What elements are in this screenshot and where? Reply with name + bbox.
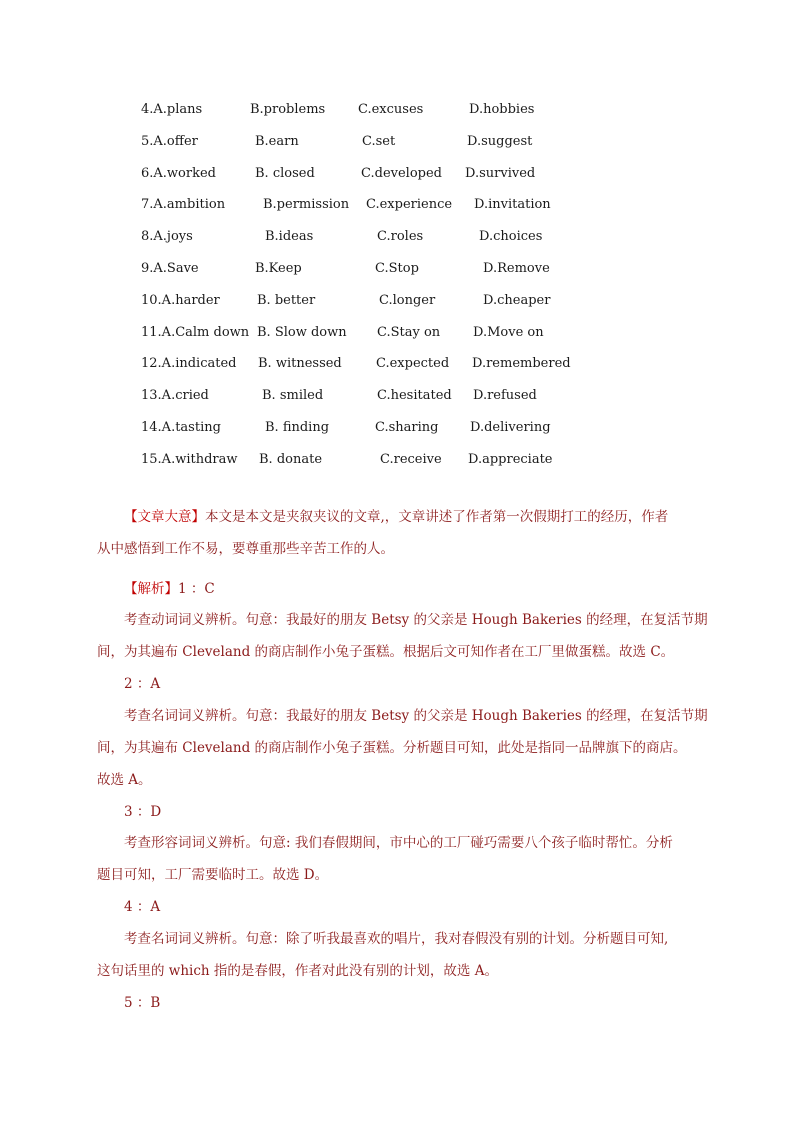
option-c: C.hesitated xyxy=(377,388,452,404)
option-c: C.longer xyxy=(379,292,436,308)
answer-4-text-1: 考查名词词义辨析。句意：除了听我最喜欢的唱片，我对春假没有别的计划。分析题目可知, xyxy=(124,931,669,947)
option-b: B. Slow down xyxy=(257,324,347,340)
option-c: C.expected xyxy=(376,356,450,372)
option-c: C.Stay on xyxy=(377,324,441,340)
answer-2-text-1: 考查名词词义辨析。句意：我最好的朋友 Betsy 的父亲是 Hough Bakeries 的经理，在复活节期 xyxy=(124,708,708,724)
answer-2-text-2: 间，为其遍布 Cleveland 的商店制作小兔子蛋糕。分析题目可知，此处是指同一品牌旗下的商店。 xyxy=(97,740,687,756)
option-d: D.survived xyxy=(465,165,536,181)
option-d: D.cheaper xyxy=(483,292,551,308)
option-d: D.choices xyxy=(479,229,543,245)
option-b: B. finding xyxy=(265,420,330,435)
option-c: C.developed xyxy=(361,165,442,181)
option-c: C.roles xyxy=(377,229,424,245)
option-d: D.hobbies xyxy=(469,102,535,117)
option-a: 10.A.harder xyxy=(141,292,220,308)
answer-2-label: 2 ：A xyxy=(124,676,161,692)
option-a: 11.A.Calm down xyxy=(141,324,250,340)
option-c: C.receive xyxy=(380,451,442,467)
answer-3-text-1: 考查形容词词义辨析。句意: 我们春假期间，市中心的工厂碰巧需要八个孩子临时帮忙。分析 xyxy=(124,835,673,851)
summary-tag: 【文章大意】 xyxy=(124,509,205,525)
option-b: B. better xyxy=(257,292,316,308)
option-d: D.invitation xyxy=(474,197,551,213)
option-b: B.permission xyxy=(263,197,350,213)
option-a: 6.A.worked xyxy=(141,165,216,181)
option-a: 15.A.withdraw xyxy=(141,451,238,467)
option-d: D.appreciate xyxy=(468,451,553,467)
answer-3-label: 3 ：D xyxy=(124,804,162,820)
answer-3-text-2: 题目可知，工厂需要临时工。故选 D。 xyxy=(97,867,329,883)
answer-4-text-2: 这句话里的 which 指的是春假，作者对此没有别的计划，故选 A。 xyxy=(97,963,498,979)
analysis-header xyxy=(124,579,215,599)
option-b: B. witnessed xyxy=(258,356,342,372)
option-d: D.refused xyxy=(473,388,537,404)
summary-line-1 xyxy=(124,507,668,527)
option-d: D.Move on xyxy=(473,324,544,340)
option-d: D.Remove xyxy=(483,261,550,276)
option-b: B. donate xyxy=(259,451,323,467)
analysis-tag: 【解析】 xyxy=(124,581,178,597)
answer-5-label: 5 ：B xyxy=(124,995,161,1011)
answer-1-text-2: 间，为其遍布 Cleveland 的商店制作小兔子蛋糕。根据后文可知作者在工厂里做蛋糕。故选 C。 xyxy=(97,644,675,660)
option-c: C.experience xyxy=(366,197,453,213)
option-a: 4.A.plans xyxy=(141,102,203,117)
option-d: D.remembered xyxy=(472,356,571,372)
answer-4-label: 4 ：A xyxy=(124,899,161,915)
option-b: B. closed xyxy=(255,165,315,181)
answer-2-text-3: 故选 A。 xyxy=(97,772,152,788)
option-c: C.excuses xyxy=(358,102,424,117)
option-a: 8.A.joys xyxy=(141,229,193,245)
option-a: 14.A.tasting xyxy=(141,420,221,435)
option-d: D.suggest xyxy=(467,133,533,149)
option-a: 9.A.Save xyxy=(141,261,199,276)
option-a: 13.A.cried xyxy=(141,388,209,404)
option-b: B.Keep xyxy=(255,261,302,276)
option-b: B.ideas xyxy=(265,229,314,245)
summary-text-2: 从中感悟到工作不易，要尊重那些辛苦工作的人。 xyxy=(97,541,394,557)
option-a: 7.A.ambition xyxy=(141,197,226,213)
option-b: B.earn xyxy=(255,133,299,149)
option-c: C.Stop xyxy=(375,261,419,276)
option-a: 5.A.offer xyxy=(141,133,198,149)
summary-text-1: 本文是本文是夹叙夹议的文章,，文章讲述了作者第一次假期打工的经历，作者 xyxy=(205,509,669,525)
answer-1-label: 1 ：C xyxy=(178,581,215,597)
option-a: 12.A.indicated xyxy=(141,356,237,372)
option-c: C.sharing xyxy=(375,420,439,435)
summary-line-2 xyxy=(97,539,394,559)
answer-1-text-1: 考查动词词义辨析。句意：我最好的朋友 Betsy 的父亲是 Hough Bakeries 的经理，在复活节期 xyxy=(124,612,708,628)
option-b: B.problems xyxy=(250,102,326,117)
option-d: D.delivering xyxy=(470,420,551,435)
option-b: B. smiled xyxy=(262,388,324,404)
option-c: C.set xyxy=(362,133,396,149)
